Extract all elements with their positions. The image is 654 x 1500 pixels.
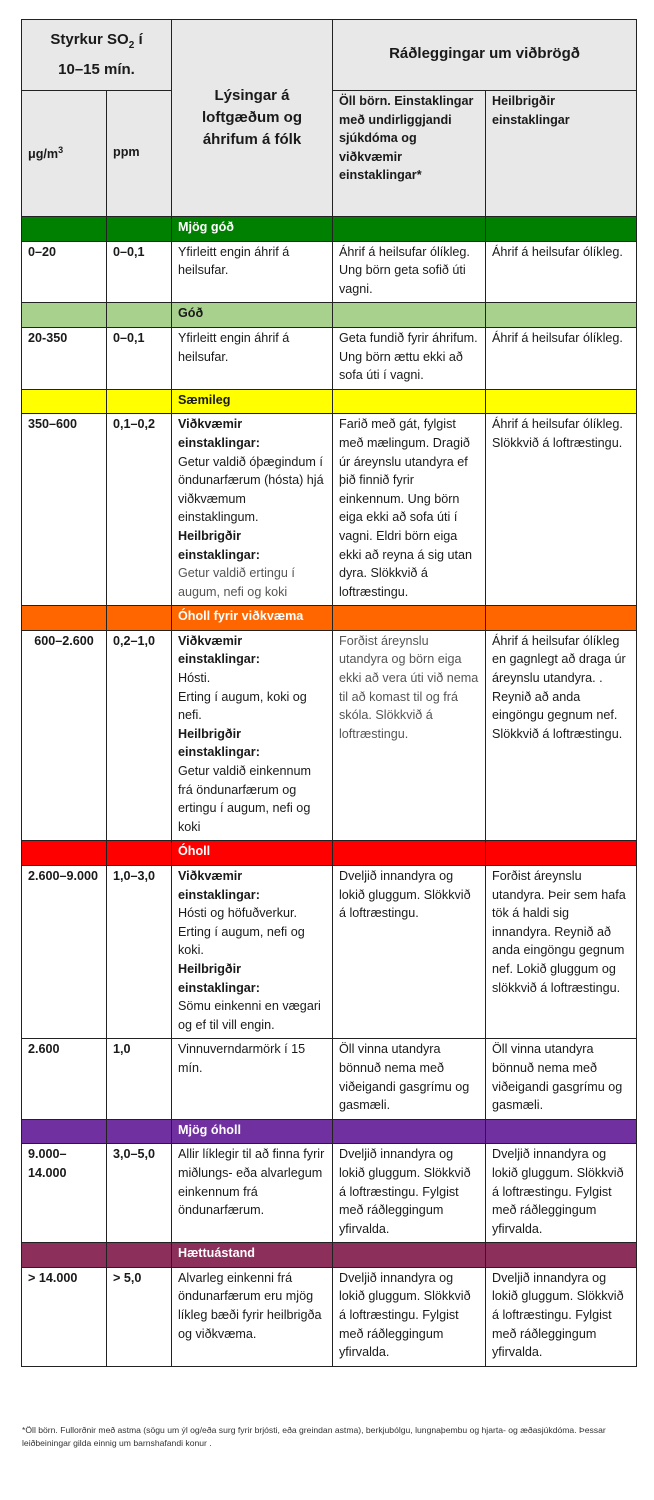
ugm3-value: 20-350	[22, 327, 107, 389]
band-label-mjog-god: Mjög góð	[172, 217, 333, 242]
band-cell	[333, 1119, 486, 1144]
sensitive-symptoms: Hósti.	[178, 671, 211, 686]
band-label-oholl: Óholl	[172, 841, 333, 866]
healthy-advice: Forðist áreynslu utandyra. Þeir sem hafa tök á haldi sig innandyra. Reynið að anda eingöngu gegnum nef. Lokið gluggum og slökkvið á loftræstingu.	[486, 866, 637, 1039]
healthy-symptoms: Getur valdið ertingu í augum, nefi og koki	[178, 566, 295, 599]
footnote: *Öll börn. Fullorðnir með astma (sögu um ýl og/eða surg fyrir brjósti, eða greindan astma), berkjubólgu, lungnaþembu og hjarta- og æðasjúkdóma. Þessar leiðbeiningar gilda einnig um barnshafandi konur .	[22, 1425, 606, 1448]
band-cell	[22, 1119, 107, 1144]
sensitive-symptoms-2: Erting í augum, nefi og koki.	[178, 924, 305, 958]
ppm-value: 0–0,1	[107, 327, 172, 389]
description-text: Yfirleitt engin áhrif á heilsufar.	[172, 241, 333, 303]
band-cell	[107, 1119, 172, 1144]
table-row	[22, 630, 637, 841]
concentration-title: Styrkur SO	[50, 31, 129, 48]
sensitive-symptoms-2: Erting í augum, koki og nefi.	[178, 689, 307, 723]
sensitive-advice: Áhrif á heilsufar ólíkleg. Ung börn geta sofið úti vagni.	[333, 241, 486, 303]
sensitive-advice: Dveljið innandyra og lokið gluggum. Slökkvið á loftræstingu. Fylgist með ráðleggingum yfirvalda.	[333, 1267, 486, 1366]
healthy-advice: Áhrif á heilsufar ólíkleg.	[486, 241, 637, 303]
description-text: Yfirleitt engin áhrif á heilsufar.	[172, 327, 333, 389]
band-label-god: Góð	[172, 303, 333, 328]
band-label-oholl-fyrir-vidkvaema: Óholl fyrir viðkvæma	[172, 606, 333, 631]
table-row	[22, 1144, 637, 1243]
band-cell	[107, 606, 172, 631]
concentration-header	[22, 20, 172, 91]
table-row	[22, 327, 637, 389]
concentration-subscript: 2	[128, 40, 135, 51]
table-row	[22, 414, 637, 606]
table-row	[22, 1039, 637, 1119]
band-row-mjog-god	[22, 217, 637, 242]
ppm-value: 1,0–3,0	[107, 866, 172, 1039]
healthy-symptoms: Getur valdið einkennum frá öndunarfærum og ertingu í augum, nefi og koki	[178, 764, 312, 834]
description-header: Lýsingar á loftgæðum og áhrifum á fólk	[172, 20, 333, 217]
band-cell	[486, 1243, 637, 1268]
ugm3-value: 600–2.600	[22, 630, 107, 841]
band-cell	[107, 1243, 172, 1268]
sensitive-group-header: Öll börn. Einstaklingar með undirliggjandi sjúkdóma og viðkvæmir einstaklingar*	[333, 91, 486, 217]
band-cell	[22, 1243, 107, 1268]
band-cell	[486, 389, 637, 414]
sensitive-heading: Viðkvæmir einstaklingar:	[178, 869, 260, 902]
healthy-advice: Áhrif á heilsufar ólíkleg.	[486, 327, 637, 389]
band-cell	[22, 303, 107, 328]
band-cell	[486, 606, 637, 631]
advice-header: Ráðleggingar um viðbrögð	[333, 20, 637, 91]
band-cell	[333, 217, 486, 242]
healthy-advice: Dveljið innandyra og lokið gluggum. Slökkvið á loftræstingu. Fylgist með ráðleggingum yfirvalda.	[486, 1144, 637, 1243]
description-cell	[172, 866, 333, 1039]
sensitive-advice: Forðist áreynslu utandyra og börn eiga ekki að vera úti við nema til að komast til og frá skóla. Slökkvið á loftræstingu.	[333, 630, 486, 841]
sensitive-advice: Geta fundið fyrir áhrifum. Ung börn ættu ekki að sofa úti í vagni.	[333, 327, 486, 389]
ugm3-value: 2.600	[22, 1039, 107, 1119]
table-row	[22, 1267, 637, 1366]
ppm-value: 0–0,1	[107, 241, 172, 303]
band-cell	[333, 1243, 486, 1268]
band-cell	[486, 1119, 637, 1144]
concentration-time: 10–15 mín.	[58, 61, 135, 78]
so2-air-quality-table	[21, 19, 637, 1367]
healthy-heading: Heilbrigðir einstaklingar:	[178, 961, 260, 995]
healthy-heading: Heilbrigðir einstaklingar:	[178, 528, 260, 562]
table-row	[22, 866, 637, 1039]
unit-ugm3-superscript: 3	[58, 144, 64, 155]
band-cell	[22, 606, 107, 631]
ugm3-value: 350–600	[22, 414, 107, 606]
band-label-mjog-oholl: Mjög óholl	[172, 1119, 333, 1144]
band-cell	[107, 217, 172, 242]
band-row-saemileg	[22, 389, 637, 414]
unit-ugm3-label: μg/m	[28, 146, 59, 161]
sensitive-advice: Öll vinna utandyra bönnuð nema með viðeigandi gasgrímu og gasmæli.	[333, 1039, 486, 1119]
healthy-group-header: Heilbrigðir einstaklingar	[486, 91, 637, 217]
band-row-oholl	[22, 841, 637, 866]
band-cell	[22, 841, 107, 866]
ugm3-value: > 14.000	[22, 1267, 107, 1366]
healthy-advice: Öll vinna utandyra bönnuð nema með viðeigandi gasgrímu og gasmæli.	[486, 1039, 637, 1119]
unit-ugm3-header	[22, 91, 107, 217]
band-cell	[333, 606, 486, 631]
healthy-symptoms: Sömu einkenni en vægari og ef til vill engin.	[178, 999, 321, 1032]
sensitive-symptoms: Hósti og höfuðverkur.	[178, 906, 298, 921]
sensitive-symptoms: Getur valdið óþægindum í öndunarfærum (hósta) hjá viðkvæmum einstaklingum.	[178, 454, 324, 525]
ppm-value: 0,1–0,2	[107, 414, 172, 606]
band-cell	[107, 389, 172, 414]
description-text: Alvarleg einkenni frá öndunarfærum eru mjög líkleg bæði fyrir heilbrigða og viðkvæma.	[172, 1267, 333, 1366]
healthy-advice: Dveljið innandyra og lokið gluggum. Slökkvið á loftræstingu. Fylgist með ráðleggingum yfirvalda.	[486, 1267, 637, 1366]
sensitive-advice: Dveljið innandyra og lokið gluggum. Slökkvið á loftræstingu.	[333, 866, 486, 1039]
band-cell	[107, 841, 172, 866]
description-text: Allir líklegir til að finna fyrir miðlungs- eða alvarlegum einkennum frá öndunarfærum.	[172, 1144, 333, 1243]
band-row-oholl-fyrir-vidkvaema	[22, 606, 637, 631]
sensitive-heading: Viðkvæmir einstaklingar:	[178, 633, 260, 667]
band-cell	[22, 389, 107, 414]
band-cell	[486, 841, 637, 866]
unit-ppm-header: ppm	[107, 91, 172, 217]
band-cell	[333, 389, 486, 414]
ppm-value: > 5,0	[107, 1267, 172, 1366]
ppm-value: 1,0	[107, 1039, 172, 1119]
ppm-value: 3,0–5,0	[107, 1144, 172, 1243]
sensitive-advice: Farið með gát, fylgist með mælingum. Dragið úr áreynslu utandyra ef þið finnið fyrir einkennum. Ung börn eiga ekki að sofa úti í vagni. Eldri börn eiga ekki að reyna á sig utan dyra. Slökkvið á loftræstingu.	[333, 414, 486, 606]
ugm3-value: 2.600–9.000	[22, 866, 107, 1039]
sensitive-advice: Dveljið innandyra og lokið gluggum. Slökkvið á loftræstingu. Fylgist með ráðleggingum yfirvalda.	[333, 1144, 486, 1243]
concentration-title-suffix: í	[134, 31, 143, 48]
band-label-saemileg: Sæmileg	[172, 389, 333, 414]
band-row-haettuastand	[22, 1243, 637, 1268]
band-label-haettuastand: Hættuástand	[172, 1243, 333, 1268]
ugm3-value: 9.000–14.000	[22, 1144, 107, 1243]
table-row	[22, 241, 637, 303]
ppm-value: 0,2–1,0	[107, 630, 172, 841]
band-cell	[333, 841, 486, 866]
description-cell	[172, 630, 333, 841]
healthy-heading: Heilbrigðir einstaklingar:	[178, 726, 260, 760]
band-cell	[22, 217, 107, 242]
ugm3-value: 0–20	[22, 241, 107, 303]
band-cell	[107, 303, 172, 328]
header-row-1	[22, 20, 637, 91]
band-cell	[333, 303, 486, 328]
healthy-advice: Áhrif á heilsufar ólíkleg. Slökkvið á loftræstingu.	[486, 414, 637, 606]
band-row-god	[22, 303, 637, 328]
description-cell	[172, 414, 333, 606]
band-cell	[486, 303, 637, 328]
description-text: Vinnuverndarmörk í 15 mín.	[172, 1039, 333, 1119]
sensitive-heading: Viðkvæmir einstaklingar:	[178, 417, 260, 450]
healthy-advice: Áhrif á heilsufar ólíkleg en gagnlegt að draga úr áreynslu utandyra. . Reynið að anda eingöngu gegnum nef. Slökkvið á loftræstingu.	[486, 630, 637, 841]
band-cell	[486, 217, 637, 242]
band-row-mjog-oholl	[22, 1119, 637, 1144]
